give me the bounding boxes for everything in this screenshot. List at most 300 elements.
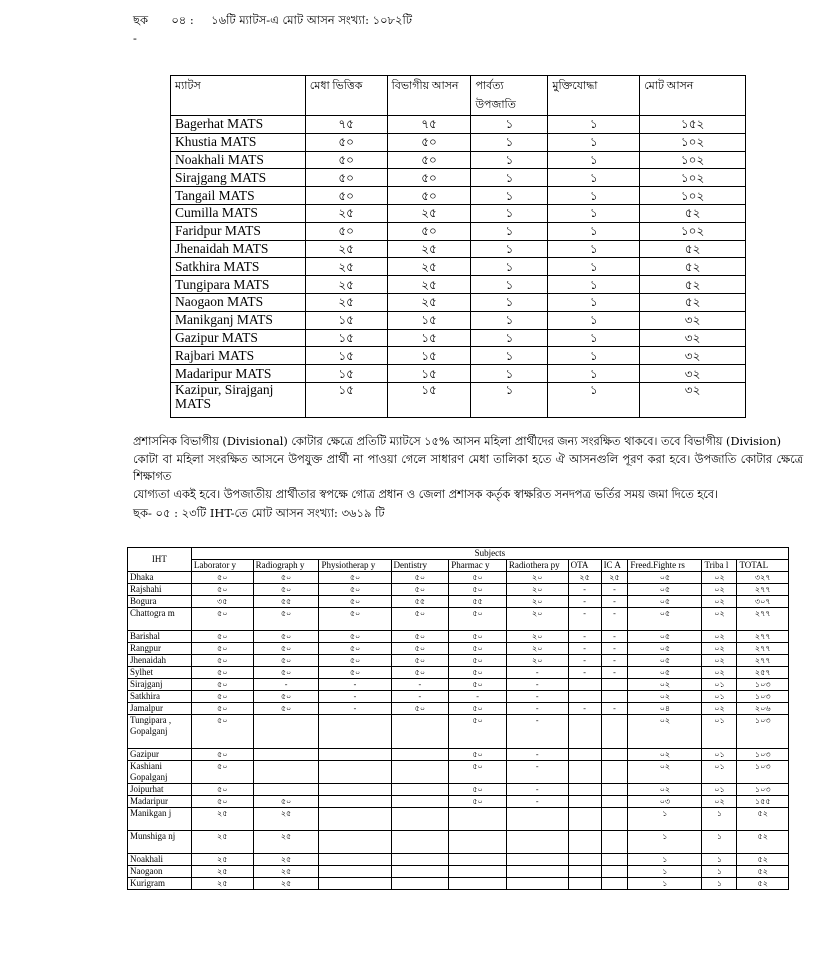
iht-value-cell: ৩৫ (191, 596, 253, 608)
mats-value-cell: ১৫ (305, 347, 387, 365)
mats-row (171, 382, 746, 417)
iht-value-cell (568, 808, 601, 831)
iht-value-cell: ০২ (702, 631, 737, 643)
iht-name-cell: Munshiga nj (128, 831, 192, 854)
mats-row (171, 276, 746, 294)
iht-value-cell: ৫২ (737, 808, 789, 831)
iht-value-cell (568, 715, 601, 749)
mats-value-cell: ২৫ (305, 276, 387, 294)
iht-value-cell (601, 831, 628, 854)
iht-value-cell: - (601, 667, 628, 679)
iht-value-cell: ০২ (628, 749, 702, 761)
iht-value-cell: ০২ (628, 679, 702, 691)
iht-value-cell (449, 866, 507, 878)
mats-value-cell: ৩২ (640, 365, 746, 383)
mats-value-cell: ৫২ (640, 293, 746, 311)
iht-value-cell: ০৪ (628, 703, 702, 715)
mats-name-cell: Sirajgang MATS (171, 169, 306, 187)
iht-value-cell: - (601, 584, 628, 596)
iht-name-cell: Bogura (128, 596, 192, 608)
mats-value-cell: ১ (471, 329, 548, 347)
iht-value-cell: ০৫ (628, 608, 702, 631)
dash-mark: - (133, 31, 137, 45)
iht-name-cell: Dhaka (128, 572, 192, 584)
iht-value-cell: ৫০ (253, 631, 319, 643)
mats-value-cell: ২৫ (387, 204, 471, 222)
mats-value-cell: ১ (548, 204, 640, 222)
iht-row (128, 749, 789, 761)
mats-value-cell: ২৫ (305, 240, 387, 258)
iht-value-cell: ১০৩ (737, 761, 789, 784)
iht-value-cell: ১ (702, 808, 737, 831)
mats-row (171, 347, 746, 365)
mats-value-cell: ৩২ (640, 329, 746, 347)
section4-number: ০৪ : (171, 13, 194, 27)
mats-value-cell: ৩২ (640, 382, 746, 417)
iht-value-cell: - (568, 667, 601, 679)
iht-value-cell: - (506, 715, 568, 749)
iht-value-cell: ২৫ (191, 808, 253, 831)
iht-value-cell: ২০৬ (737, 703, 789, 715)
mats-value-cell: ১০২ (640, 169, 746, 187)
iht-name-cell: Jamalpur (128, 703, 192, 715)
iht-value-cell (319, 715, 391, 749)
iht-value-cell (319, 796, 391, 808)
mats-name-cell: Kazipur, Sirajganj MATS (171, 382, 306, 417)
mats-header-cell: বিভাগীয় আসন (387, 76, 471, 116)
iht-row (128, 878, 789, 890)
iht-value-cell: - (391, 679, 449, 691)
iht-value-cell: ২৫ (191, 854, 253, 866)
iht-value-cell: ২৭৭ (737, 643, 789, 655)
mats-table (170, 75, 746, 418)
mats-row (171, 169, 746, 187)
mats-name-cell: Naogaon MATS (171, 293, 306, 311)
iht-row (128, 596, 789, 608)
iht-value-cell: ০২ (628, 761, 702, 784)
iht-value-cell: ২০ (506, 584, 568, 596)
mats-value-cell: ৫০ (387, 151, 471, 169)
iht-value-cell: ৫০ (449, 761, 507, 784)
iht-value-cell: ২৫ (253, 866, 319, 878)
iht-value-cell: ৫০ (391, 608, 449, 631)
iht-column-header: Pharmac y (449, 560, 507, 572)
mats-value-cell: ১ (471, 169, 548, 187)
iht-name-cell: Barishal (128, 631, 192, 643)
iht-value-cell: ২৫ (253, 854, 319, 866)
iht-value-cell: ৫২ (737, 831, 789, 854)
iht-value-cell: ০১ (702, 691, 737, 703)
iht-value-cell: ২৫ (191, 831, 253, 854)
iht-value-cell (319, 784, 391, 796)
iht-column-header: TOTAL (737, 560, 789, 572)
iht-name-cell: Sirajganj (128, 679, 192, 691)
mats-value-cell: ২৫ (387, 293, 471, 311)
iht-value-cell (601, 749, 628, 761)
iht-value-cell: ২০ (506, 572, 568, 584)
iht-value-cell: ৫০ (253, 608, 319, 631)
mats-name-cell: Jhenaidah MATS (171, 240, 306, 258)
iht-value-cell (568, 831, 601, 854)
mats-value-cell: ১ (471, 347, 548, 365)
iht-column-header: OTA (568, 560, 601, 572)
iht-value-cell: ০৫ (628, 584, 702, 596)
iht-value-cell: ৫০ (253, 643, 319, 655)
iht-value-cell (568, 679, 601, 691)
iht-value-cell: ৫০ (319, 667, 391, 679)
iht-value-cell: ৫০ (391, 631, 449, 643)
iht-value-cell (568, 854, 601, 866)
mats-value-cell: ১০২ (640, 187, 746, 205)
mats-value-cell: ১ (548, 116, 640, 134)
iht-value-cell: ৫০ (253, 667, 319, 679)
iht-value-cell: ৫০ (449, 655, 507, 667)
iht-row (128, 784, 789, 796)
iht-value-cell (568, 796, 601, 808)
mats-value-cell: ১ (471, 311, 548, 329)
mats-header-cell: মেধা ভিত্তিক (305, 76, 387, 116)
iht-value-cell: ৫০ (449, 643, 507, 655)
iht-value-cell: ৫০ (191, 584, 253, 596)
quota-paragraph (133, 433, 803, 503)
iht-name-cell: Madaripur (128, 796, 192, 808)
iht-value-cell: ০২ (702, 608, 737, 631)
iht-value-cell: ০২ (702, 667, 737, 679)
iht-name-cell: Naogaon (128, 866, 192, 878)
iht-name-cell: Joipurhat (128, 784, 192, 796)
mats-value-cell: ১ (471, 365, 548, 383)
iht-value-cell: ৫০ (319, 572, 391, 584)
iht-value-cell: ৫০ (191, 655, 253, 667)
iht-value-cell: ৫০ (253, 572, 319, 584)
iht-row (128, 866, 789, 878)
iht-row (128, 831, 789, 854)
iht-value-cell: - (601, 631, 628, 643)
iht-row (128, 643, 789, 655)
mats-value-cell: ১ (548, 365, 640, 383)
iht-name-cell: Sylhet (128, 667, 192, 679)
iht-value-cell: ২৭৭ (737, 631, 789, 643)
iht-row (128, 691, 789, 703)
mats-value-cell: ১৫ (387, 329, 471, 347)
iht-value-cell: ১০৩ (737, 749, 789, 761)
iht-row (128, 608, 789, 631)
mats-value-cell: ২৫ (387, 276, 471, 294)
iht-value-cell: - (449, 691, 507, 703)
mats-value-cell: ৭৫ (387, 116, 471, 134)
iht-value-cell: ০২ (702, 655, 737, 667)
iht-value-cell: ৫০ (191, 608, 253, 631)
iht-value-cell: - (601, 643, 628, 655)
mats-value-cell: ৫২ (640, 204, 746, 222)
mats-row (171, 133, 746, 151)
mats-value-cell: ১৫ (305, 311, 387, 329)
paragraph-line: যোগ্যতা একই হবে। উপজাতীয় প্রার্থীতার স্বপক্ষে গোত্র প্রধান ও জেলা প্রশাসক কর্তৃক স্বাক্ষরিত সনদপত্র ভর্তির সময় জমা দিতে হবে। (133, 487, 719, 501)
iht-value-cell: ০১ (702, 679, 737, 691)
mats-value-cell: ৫২ (640, 240, 746, 258)
mats-row (171, 204, 746, 222)
iht-value-cell (568, 749, 601, 761)
iht-value-cell: - (601, 703, 628, 715)
iht-value-cell: ৫০ (191, 679, 253, 691)
iht-value-cell (319, 749, 391, 761)
iht-value-cell: ২০ (506, 655, 568, 667)
iht-value-cell (601, 854, 628, 866)
iht-value-cell (319, 761, 391, 784)
iht-column-header: Triba l (702, 560, 737, 572)
iht-value-cell (568, 691, 601, 703)
iht-value-cell: ০২ (628, 715, 702, 749)
iht-value-cell: ২৫ (568, 572, 601, 584)
iht-value-cell (319, 878, 391, 890)
mats-value-cell: ১ (471, 151, 548, 169)
mats-value-cell: ১ (471, 133, 548, 151)
iht-value-cell (568, 866, 601, 878)
mats-value-cell: ১ (548, 311, 640, 329)
iht-value-cell: ৫০ (449, 608, 507, 631)
iht-value-cell: ৫০ (449, 631, 507, 643)
iht-value-cell (601, 761, 628, 784)
iht-value-cell (319, 831, 391, 854)
iht-row (128, 584, 789, 596)
mats-value-cell: ১৫ (387, 311, 471, 329)
iht-value-cell: - (506, 796, 568, 808)
iht-name-cell: Gazipur (128, 749, 192, 761)
iht-value-cell (506, 878, 568, 890)
iht-value-cell: ৫০ (319, 631, 391, 643)
iht-value-cell: ০২ (628, 691, 702, 703)
iht-value-cell (253, 761, 319, 784)
iht-row (128, 703, 789, 715)
mats-header-cell: ম্যাটস (171, 76, 306, 116)
iht-value-cell: - (506, 784, 568, 796)
iht-value-cell: ০৫ (628, 643, 702, 655)
iht-value-cell: ২৭৭ (737, 584, 789, 596)
iht-value-cell (506, 831, 568, 854)
mats-row (171, 240, 746, 258)
iht-row (128, 761, 789, 784)
mats-value-cell: ১৫ (305, 365, 387, 383)
iht-value-cell: ১ (628, 831, 702, 854)
mats-value-cell: ১৫ (305, 382, 387, 417)
iht-value-cell: - (319, 703, 391, 715)
iht-value-cell: ৫০ (391, 667, 449, 679)
mats-value-cell: ১০২ (640, 151, 746, 169)
iht-value-cell: ০৫ (628, 572, 702, 584)
iht-value-cell: ০২ (702, 796, 737, 808)
iht-row (128, 655, 789, 667)
mats-value-cell: ২৫ (305, 293, 387, 311)
mats-row (171, 311, 746, 329)
iht-value-cell: ২৫৭ (737, 667, 789, 679)
iht-value-cell: ৩২৭ (737, 572, 789, 584)
section4-heading (133, 12, 412, 31)
mats-value-cell: ৩২ (640, 347, 746, 365)
iht-value-cell: ২০ (506, 631, 568, 643)
iht-value-cell: ২৫ (191, 878, 253, 890)
mats-row (171, 365, 746, 383)
mats-value-cell: ১ (548, 276, 640, 294)
iht-name-cell: Rangpur (128, 643, 192, 655)
iht-value-cell: - (506, 679, 568, 691)
iht-value-cell: ৫০ (191, 715, 253, 749)
iht-value-cell: ৫০ (391, 643, 449, 655)
iht-value-cell: ৫০ (449, 749, 507, 761)
iht-value-cell (253, 749, 319, 761)
iht-value-cell (253, 784, 319, 796)
iht-value-cell: ৫০ (191, 631, 253, 643)
iht-value-cell (601, 866, 628, 878)
iht-value-cell: ১ (628, 808, 702, 831)
iht-value-cell (601, 784, 628, 796)
mats-name-cell: Madaripur MATS (171, 365, 306, 383)
iht-value-cell (568, 878, 601, 890)
mats-name-cell: Gazipur MATS (171, 329, 306, 347)
iht-value-cell: ৫০ (253, 703, 319, 715)
mats-value-cell: ২৫ (387, 258, 471, 276)
mats-value-cell: ১ (548, 382, 640, 417)
iht-name-cell: Noakhali (128, 854, 192, 866)
mats-value-cell: ১৫ (387, 382, 471, 417)
mats-value-cell: ১ (548, 293, 640, 311)
iht-value-cell: ৫০ (191, 761, 253, 784)
iht-value-cell: ৫৫ (391, 596, 449, 608)
iht-value-cell: ০৩ (628, 796, 702, 808)
section5-heading: ছক- ০৫ : ২৩টি IHT-তে মোট আসন সংখ্যা: ৩৬১৯ টি (133, 506, 385, 520)
iht-row (128, 667, 789, 679)
iht-value-cell (506, 808, 568, 831)
iht-value-cell: ৫০ (191, 749, 253, 761)
mats-value-cell: ৫০ (387, 187, 471, 205)
mats-value-cell: ১৫২ (640, 116, 746, 134)
iht-value-cell: ২০ (506, 596, 568, 608)
iht-value-cell: ১ (628, 866, 702, 878)
iht-name-cell: Kurigram (128, 878, 192, 890)
mats-row (171, 187, 746, 205)
paragraph-line: প্রশাসনিক বিভাগীয় (Divisional) কোটার ক্ষেত্রে প্রতিটি ম্যাটসে ১৫% আসন মহিলা প্রার্থীদের জন্য সংরক্ষিত থাকবে। তবে বিভাগীয় (Division) (133, 435, 782, 448)
mats-name-cell: Bagerhat MATS (171, 116, 306, 134)
iht-value-cell: ২০ (506, 608, 568, 631)
mats-value-cell: ১ (471, 276, 548, 294)
iht-value-cell: ০১ (702, 749, 737, 761)
iht-columns-row (128, 560, 789, 572)
mats-value-cell: ১ (471, 258, 548, 276)
iht-value-cell: ২৫ (191, 866, 253, 878)
iht-row (128, 631, 789, 643)
iht-column-header: Dentistry (391, 560, 449, 572)
mats-value-cell: ১ (548, 151, 640, 169)
iht-value-cell: ২০ (506, 643, 568, 655)
iht-value-cell: ১ (702, 878, 737, 890)
iht-value-cell: ০১ (702, 784, 737, 796)
iht-column-header: Radiothera py (506, 560, 568, 572)
iht-value-cell: ৫০ (253, 655, 319, 667)
mats-value-cell: ১৫ (387, 347, 471, 365)
iht-value-cell: ৫৫ (253, 596, 319, 608)
mats-row (171, 258, 746, 276)
iht-value-cell (391, 715, 449, 749)
mats-row (171, 222, 746, 240)
mats-row (171, 116, 746, 134)
iht-value-cell: - (601, 655, 628, 667)
iht-value-cell: ৫০ (191, 703, 253, 715)
mats-name-cell: Rajbari MATS (171, 347, 306, 365)
iht-name-cell: Kashiani Gopalganj (128, 761, 192, 784)
mats-value-cell: ১০২ (640, 133, 746, 151)
iht-value-cell: ৫০ (191, 572, 253, 584)
mats-value-cell: ২৫ (305, 258, 387, 276)
iht-value-cell: ২৭৭ (737, 608, 789, 631)
iht-name-cell: Chattogra m (128, 608, 192, 631)
iht-value-cell (253, 715, 319, 749)
iht-value-cell: ২৫ (253, 808, 319, 831)
iht-value-cell: ০২ (702, 643, 737, 655)
iht-name-cell: Tungipara , Gopalganj (128, 715, 192, 749)
iht-value-cell: ১ (628, 878, 702, 890)
iht-value-cell: ৫০ (191, 667, 253, 679)
mats-header-cell: মুক্তিযোদ্ধা (548, 76, 640, 116)
iht-value-cell: - (319, 679, 391, 691)
iht-table (127, 547, 789, 890)
mats-name-cell: Tangail MATS (171, 187, 306, 205)
iht-value-cell: ৫২ (737, 854, 789, 866)
iht-value-cell: ১০৩ (737, 691, 789, 703)
iht-value-cell: ৫২ (737, 866, 789, 878)
mats-value-cell: ৫০ (387, 169, 471, 187)
mats-header-cell: পার্বত্য উপজাতি (471, 76, 548, 116)
iht-value-cell (391, 866, 449, 878)
mats-value-cell: ৫০ (305, 133, 387, 151)
iht-value-cell: ১ (702, 866, 737, 878)
iht-value-cell: - (568, 643, 601, 655)
iht-value-cell: ৫০ (449, 784, 507, 796)
iht-value-cell: ৫০ (391, 655, 449, 667)
mats-name-cell: Satkhira MATS (171, 258, 306, 276)
iht-value-cell (391, 749, 449, 761)
iht-value-cell (449, 878, 507, 890)
iht-value-cell (449, 831, 507, 854)
iht-value-cell: - (253, 679, 319, 691)
iht-value-cell (601, 715, 628, 749)
iht-value-cell: - (568, 703, 601, 715)
iht-value-cell: - (506, 761, 568, 784)
iht-value-cell: ৫০ (449, 679, 507, 691)
iht-value-cell (319, 808, 391, 831)
iht-value-cell (319, 854, 391, 866)
mats-value-cell: ৫২ (640, 258, 746, 276)
iht-value-cell: ৫০ (449, 715, 507, 749)
iht-value-cell (391, 854, 449, 866)
iht-value-cell: ৫০ (191, 784, 253, 796)
iht-value-cell (391, 796, 449, 808)
mats-value-cell: ১ (471, 382, 548, 417)
iht-value-cell: ৫০ (191, 796, 253, 808)
iht-value-cell (391, 878, 449, 890)
mats-header-cell: মোট আসন (640, 76, 746, 116)
iht-row (128, 679, 789, 691)
iht-value-cell: ০২ (628, 784, 702, 796)
iht-value-cell (449, 854, 507, 866)
mats-name-cell: Noakhali MATS (171, 151, 306, 169)
mats-value-cell: ১ (548, 258, 640, 276)
mats-value-cell: ১ (548, 347, 640, 365)
iht-value-cell: ৫০ (391, 572, 449, 584)
iht-value-cell: ৫০ (253, 584, 319, 596)
iht-name-cell: Manikgan j (128, 808, 192, 831)
iht-value-cell: ০২ (702, 703, 737, 715)
iht-value-cell (601, 808, 628, 831)
iht-value-cell: - (506, 667, 568, 679)
